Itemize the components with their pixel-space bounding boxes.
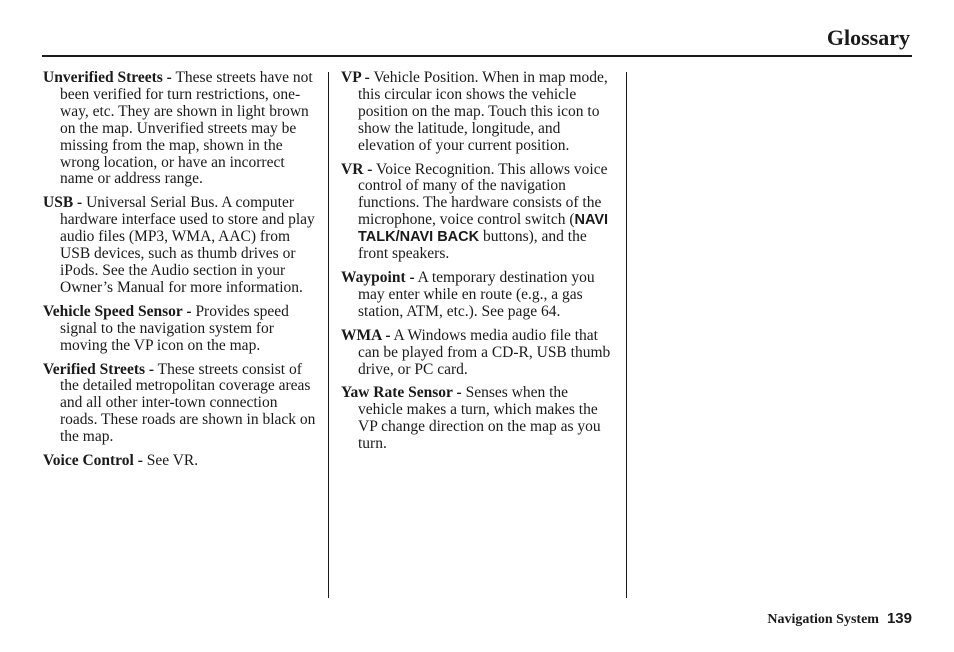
button-name-label: NAVI TALK/NAVI BACK (358, 212, 609, 246)
glossary-entry-usb (43, 195, 318, 296)
glossary-column-2 (341, 70, 616, 460)
glossary-term: Verified Streets - (43, 360, 155, 378)
glossary-term: Vehicle Speed Sensor - (43, 302, 192, 320)
glossary-definition: Vehicle Position. When in map mode, this circular icon shows the vehicle position on the map. Touch this icon to show the latitude, longitude, and elevation of your current position. (358, 69, 608, 154)
glossary-term: WMA - (341, 326, 391, 344)
footer-label: Navigation System (767, 612, 879, 627)
glossary-entry-yaw-rate-sensor (341, 385, 616, 453)
glossary-entry-wma (341, 328, 616, 379)
page-title: Glossary (826, 25, 910, 50)
column-divider (328, 72, 329, 598)
glossary-term: VR - (341, 160, 373, 178)
glossary-entry-vehicle-speed-sensor (43, 304, 318, 355)
glossary-term: Unverified Streets - (43, 69, 172, 86)
glossary-definition: See VR. (142, 452, 199, 470)
glossary-definition-continued: buttons), and the front speakers. (358, 228, 587, 263)
glossary-definition: Senses when the vehicle makes a turn, which makes the VP change direction on the map as you turn. (358, 384, 601, 453)
glossary-term: Yaw Rate Sensor - (341, 384, 462, 402)
glossary-entry-vr (341, 162, 616, 263)
glossary-definition: A temporary destination you may enter while en route (e.g., a gas station, ATM, etc.). See page 64. (358, 268, 595, 320)
glossary-term: VP - (341, 69, 370, 86)
glossary-entry-verified-streets (43, 362, 318, 447)
glossary-term: Voice Control - (43, 452, 143, 470)
page-footer (767, 610, 912, 628)
glossary-column-1 (43, 70, 318, 477)
glossary-definition: A Windows media audio file that can be played from a CD-R, USB thumb drive, or PC card. (358, 326, 611, 378)
glossary-entry-waypoint (341, 270, 616, 321)
column-divider (626, 72, 627, 598)
page-number: 139 (886, 610, 912, 627)
glossary-definition: Voice Recognition. This allows voice control of many of the navigation functions. The hardware consists of the microphone, voice control switch ( (358, 160, 608, 229)
glossary-definition: These streets have not been verified for turn restrictions, one-way, etc. They are shown in light brown on the map. Unverified streets may be missing from the map, shown in the wrong location, or have an incorrect name or address range. (60, 69, 313, 188)
glossary-entry-unverified-streets (43, 70, 318, 188)
glossary-definition: These streets consist of the detailed metropolitan coverage areas and all other inter-town connection roads. These roads are shown in black on the map. (60, 360, 316, 446)
header-rule (42, 55, 912, 57)
glossary-entry-voice-control (43, 453, 318, 470)
glossary-term: Waypoint - (341, 268, 415, 286)
glossary-definition: Provides speed signal to the navigation system for moving the VP icon on the map. (60, 302, 289, 354)
glossary-term: USB - (43, 194, 83, 212)
glossary-definition: Universal Serial Bus. A computer hardware interface used to store and play audio files (MP3, WMA, AAC) from USB devices, such as thumb drives or iPods. See the Audio section in your Owner’s Manual for more information. (60, 194, 315, 296)
glossary-entry-vp (341, 70, 616, 155)
